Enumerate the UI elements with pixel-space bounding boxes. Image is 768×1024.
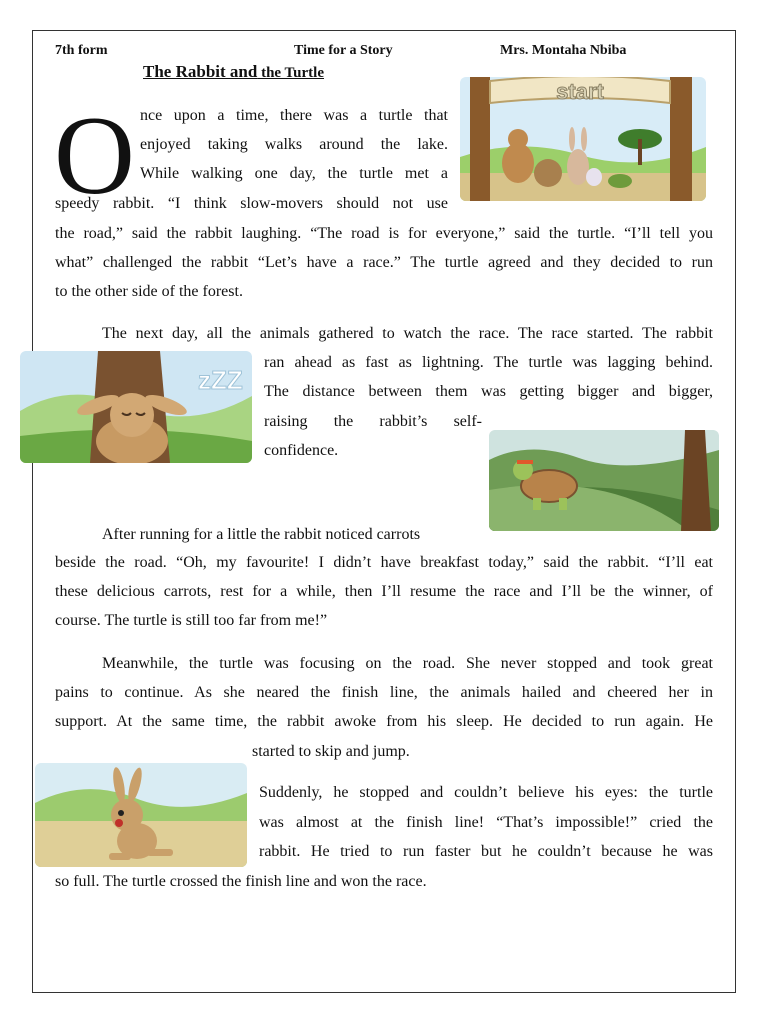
story-line: beside the road. “Oh, my favourite! I didn’t have breakfast today,” said the rabbit. “I’ll eat bbox=[55, 554, 713, 571]
story-line: raising the rabbit’s self- bbox=[264, 413, 482, 430]
story-line: confidence. bbox=[264, 442, 339, 459]
drop-cap: O bbox=[54, 94, 135, 218]
start-line-illustration bbox=[460, 77, 706, 201]
header-form: 7th form bbox=[55, 43, 108, 58]
story-line: support. At the same time, the rabbit awoke from his sleep. He decided to run again. He bbox=[55, 713, 713, 730]
start-banner-text: start bbox=[556, 79, 604, 104]
story-line: speedy rabbit. “I think slow-movers should not use bbox=[55, 195, 448, 212]
sleeping-rabbit-illustration bbox=[20, 351, 252, 463]
story-line: was almost at the finish line! “That’s impossible!” cried the bbox=[259, 814, 713, 831]
story-line: ran ahead as fast as lightning. The turtle was lagging behind. bbox=[264, 354, 713, 371]
story-line: course. The turtle is still too far from me!” bbox=[55, 612, 328, 629]
story-line: these delicious carrots, rest for a while, then I’ll resume the race and I’ll be the winner, of bbox=[55, 583, 713, 600]
story-line: rabbit. He tried to run faster but he couldn’t because he was bbox=[259, 843, 713, 860]
story-line: the road,” said the rabbit laughing. “The road is for everyone,” said the turtle. “I’ll tell you bbox=[55, 225, 713, 242]
header-subject: Time for a Story bbox=[294, 43, 393, 58]
story-line: what” challenged the rabbit “Let’s have a race.” The turtle agreed and they decided to run bbox=[55, 254, 713, 271]
story-line: The distance between them was getting bigger and bigger, bbox=[264, 383, 713, 400]
story-line: Suddenly, he stopped and couldn’t believe his eyes: the turtle bbox=[259, 784, 713, 801]
walking-turtle-illustration bbox=[489, 430, 719, 531]
story-line: to the other side of the forest. bbox=[55, 283, 243, 300]
story-line: enjoyed taking walks around the lake. bbox=[140, 136, 448, 153]
story-line: After running for a little the rabbit noticed carrots bbox=[102, 526, 421, 543]
header-teacher: Mrs. Montaha Nbiba bbox=[500, 43, 627, 58]
story-line: nce upon a time, there was a turtle that bbox=[140, 107, 448, 124]
story-line: started to skip and jump. bbox=[252, 743, 410, 760]
story-line: pains to continue. As she neared the finish line, the animals hailed and cheered her in bbox=[55, 684, 713, 701]
story-line: While walking one day, the turtle met a bbox=[140, 165, 448, 182]
story-title-part2: the Turtle bbox=[257, 65, 325, 81]
story-title bbox=[143, 62, 324, 82]
story-line: so full. The turtle crossed the finish line and won the race. bbox=[55, 873, 427, 890]
story-title-part1: The Rabbit and bbox=[143, 62, 258, 81]
surprised-rabbit-illustration bbox=[35, 763, 247, 867]
sleep-zzz-text: zZZ bbox=[198, 365, 243, 395]
story-line: The next day, all the animals gathered to watch the race. The race started. The rabbit bbox=[102, 325, 713, 342]
story-line: Meanwhile, the turtle was focusing on the road. She never stopped and took great bbox=[102, 655, 713, 672]
